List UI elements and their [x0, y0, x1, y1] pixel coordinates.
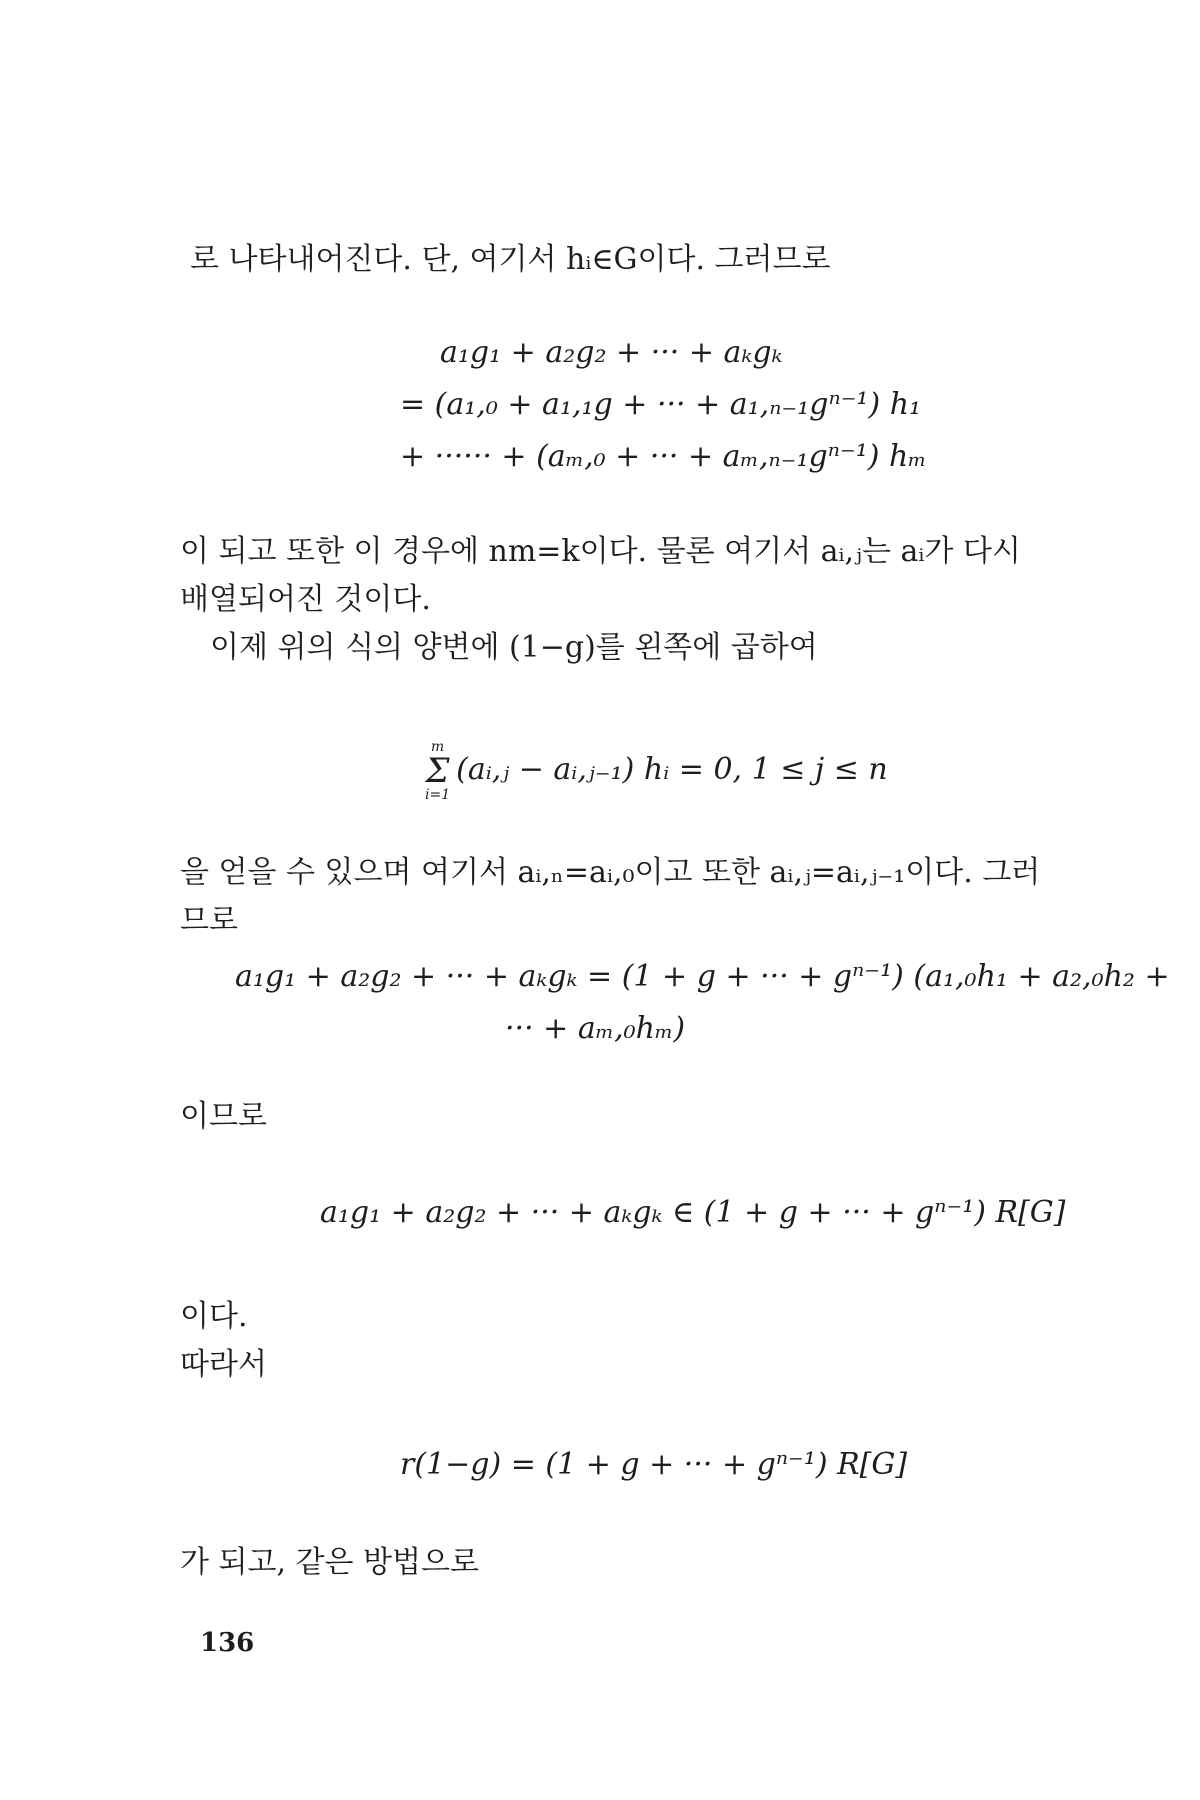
text-line-7: 이므로: [180, 1099, 267, 1134]
text-line-8: 이다.: [180, 1299, 248, 1334]
text-line-5: 을 얻을 수 있으며 여기서 aᵢ,ₙ=aᵢ,₀이고 또한 aᵢ,ⱼ=aᵢ,ⱼ₋₁이다. 그러: [180, 855, 1041, 890]
text-line-10: 가 되고, 같은 방법으로: [180, 1545, 479, 1580]
equation-4-body: (aᵢ,ⱼ − aᵢ,ⱼ₋₁) hᵢ = 0, 1 ≤ j ≤ n: [456, 752, 888, 787]
text-line-4: 이제 위의 식의 양변에 (1−g)를 왼쪽에 곱하여: [210, 630, 818, 665]
equation-1: a₁g₁ + a₂g₂ + ··· + aₖgₖ: [440, 335, 783, 370]
page-number: 136: [200, 1628, 255, 1658]
equation-5: a₁g₁ + a₂g₂ + ··· + aₖgₖ = (1 + g + ··· + gⁿ⁻¹) (a₁,₀h₁ + a₂,₀h₂ +: [235, 959, 1170, 994]
text-line-1: 로 나타내어진다. 단, 여기서 hᵢ∈G이다. 그러므로: [190, 242, 831, 277]
equation-2: = (a₁,₀ + a₁,₁g + ··· + a₁,ₙ₋₁gⁿ⁻¹) h₁: [400, 387, 922, 422]
text-line-9: 따라서: [180, 1347, 267, 1382]
text-line-3: 배열되어진 것이다.: [180, 582, 431, 617]
equation-8: r(1−g) = (1 + g + ··· + gⁿ⁻¹) R[G]: [400, 1447, 908, 1482]
equation-4: [425, 740, 888, 802]
equation-6: ··· + aₘ,₀hₘ): [505, 1011, 686, 1046]
text-line-6: 므로: [180, 903, 238, 938]
sigma-icon: Σ: [425, 751, 450, 791]
equation-3: + ······ + (aₘ,₀ + ··· + aₘ,ₙ₋₁gⁿ⁻¹) hₘ: [400, 439, 927, 474]
text-line-2: 이 되고 또한 이 경우에 nm=k이다. 물론 여기서 aᵢ,ⱼ는 aᵢ가 다시: [180, 534, 1021, 569]
summation-symbol: [425, 740, 450, 802]
equation-7: a₁g₁ + a₂g₂ + ··· + aₖgₖ ∈ (1 + g + ··· + gⁿ⁻¹) R[G]: [320, 1195, 1066, 1230]
sum-lower-limit: i=1: [425, 787, 451, 803]
sum-upper-limit: m: [430, 739, 445, 755]
